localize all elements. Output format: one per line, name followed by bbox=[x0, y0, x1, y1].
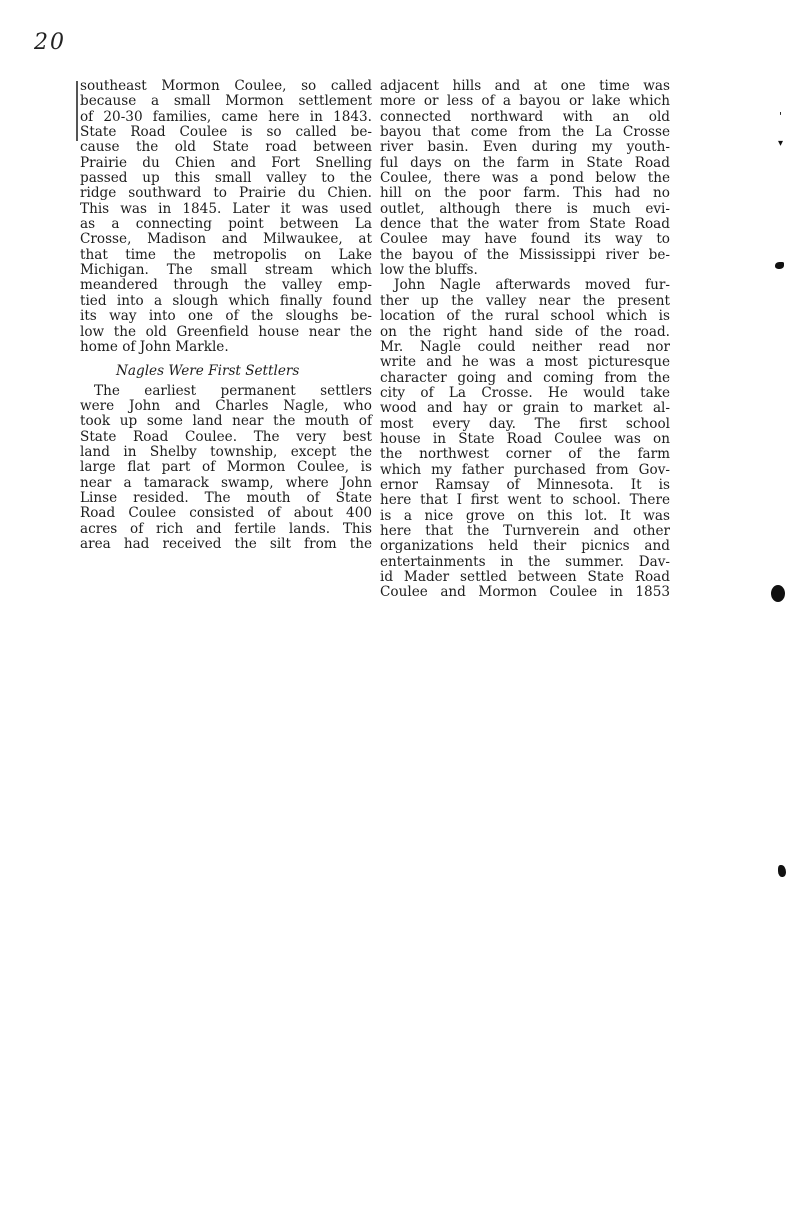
text-line: most every day. The first school bbox=[380, 415, 670, 432]
text-line: character going and coming from the bbox=[380, 369, 670, 386]
text-line: ridge southward to Prairie du Chien. bbox=[80, 185, 372, 202]
text-line: ernor Ramsay of Minnesota. It is bbox=[380, 476, 670, 493]
column-edge-rule bbox=[76, 81, 78, 141]
text-line: home of John Markle. bbox=[80, 338, 229, 355]
text-line: house in State Road Coulee was on bbox=[380, 430, 670, 447]
text-line: State Road Coulee is so called be- bbox=[80, 124, 372, 141]
text-line: Prairie du Chien and Fort Snelling bbox=[80, 154, 372, 171]
text-line: ful days on the farm in State Road bbox=[380, 154, 670, 171]
text-line: were John and Charles Nagle, who bbox=[80, 397, 372, 414]
text-line: of 20-30 families, came here in 1843. bbox=[80, 108, 372, 125]
text-line: its way into one of the sloughs be- bbox=[80, 308, 372, 325]
section-heading: Nagles Were First Settlers bbox=[116, 363, 300, 380]
text-line: large flat part of Mormon Coulee, is bbox=[80, 459, 372, 476]
scan-speck-mark bbox=[778, 865, 786, 877]
text-line: John Nagle afterwards moved fur- bbox=[394, 277, 670, 294]
text-line: bayou that come from the La Crosse bbox=[380, 124, 670, 141]
text-line: more or less of a bayou or lake which bbox=[380, 93, 670, 110]
text-line: that time the metropolis on Lake bbox=[80, 246, 372, 263]
text-line: as a connecting point between La bbox=[80, 216, 372, 233]
text-line: here that the Turnverein and other bbox=[380, 522, 670, 539]
text-line: connected northward with an old bbox=[380, 108, 670, 125]
text-line: passed up this small valley to the bbox=[80, 170, 372, 187]
text-line: location of the rural school which is bbox=[380, 308, 670, 325]
text-line: southeast Mormon Coulee, so called bbox=[80, 78, 372, 94]
text-line: on the right hand side of the road. bbox=[380, 323, 670, 340]
text-line: tied into a slough which finally found bbox=[80, 292, 372, 309]
text-line: organizations held their picnics and bbox=[380, 538, 670, 555]
text-line: The earliest permanent settlers bbox=[94, 382, 372, 399]
text-line: acres of rich and fertile lands. This bbox=[80, 520, 372, 537]
text-line: the bayou of the Mississippi river be- bbox=[380, 246, 670, 263]
text-line: This was in 1845. Later it was used bbox=[80, 200, 372, 217]
text-line: low the old Greenfield house near the bbox=[80, 323, 372, 340]
text-line: Road Coulee consisted of about 400 bbox=[80, 505, 372, 522]
scan-speck-mark: ' bbox=[779, 110, 783, 123]
right-column bbox=[380, 79, 670, 601]
text-line: wood and hay or grain to market al- bbox=[380, 400, 670, 417]
text-line: meandered through the valley emp- bbox=[80, 277, 372, 294]
left-paragraph-2 bbox=[80, 384, 372, 553]
text-line: dence that the water from State Road bbox=[380, 216, 670, 233]
text-line: outlet, although there is much evi- bbox=[380, 200, 670, 217]
text-line: because a small Mormon settlement bbox=[80, 93, 372, 110]
page-number: 20 bbox=[34, 30, 66, 55]
right-paragraph-2 bbox=[380, 278, 670, 600]
text-line: low the bluffs. bbox=[380, 262, 478, 279]
text-line: the northwest corner of the farm bbox=[380, 446, 670, 463]
right-paragraph-1 bbox=[380, 79, 670, 278]
text-line: hill on the poor farm. This had no bbox=[380, 185, 670, 202]
text-line: Michigan. The small stream which bbox=[80, 262, 372, 279]
left-paragraph-1 bbox=[80, 79, 372, 355]
text-line: Coulee may have found its way to bbox=[380, 231, 670, 248]
text-line: Linse resided. The mouth of State bbox=[80, 489, 372, 506]
binder-hole-mark bbox=[771, 585, 785, 602]
text-line: Crosse, Madison and Milwaukee, at bbox=[80, 231, 372, 248]
text-line: land in Shelby township, except the bbox=[80, 443, 372, 460]
text-line: adjacent hills and at one time was bbox=[380, 78, 670, 94]
text-line: river basin. Even during my youth- bbox=[380, 139, 670, 156]
text-line: Coulee, there was a pond below the bbox=[380, 170, 670, 187]
text-line: cause the old State road between bbox=[80, 139, 372, 156]
text-line: here that I first went to school. There bbox=[380, 492, 670, 509]
text-line: entertainments in the summer. Dav- bbox=[380, 553, 670, 570]
left-column bbox=[80, 79, 372, 552]
text-line: State Road Coulee. The very best bbox=[80, 428, 372, 445]
text-line: id Mader settled between State Road bbox=[380, 569, 670, 585]
text-line: write and he was a most picturesque bbox=[380, 354, 670, 371]
text-line: area had received the silt from the bbox=[80, 535, 372, 552]
text-line: near a tamarack swamp, where John bbox=[80, 474, 372, 491]
text-line: which my father purchased from Gov- bbox=[380, 461, 670, 478]
text-line: is a nice grove on this lot. It was bbox=[380, 507, 670, 524]
text-line: took up some land near the mouth of bbox=[80, 413, 372, 430]
text-line: ther up the valley near the present bbox=[380, 292, 670, 309]
text-line: Coulee and Mormon Coulee in 1853 bbox=[380, 584, 670, 601]
scan-speck-mark: ▾ bbox=[778, 138, 784, 149]
text-line: city of La Crosse. He would take bbox=[380, 384, 670, 401]
text-line: Mr. Nagle could neither read nor bbox=[380, 338, 670, 355]
scan-speck-mark bbox=[775, 262, 784, 269]
